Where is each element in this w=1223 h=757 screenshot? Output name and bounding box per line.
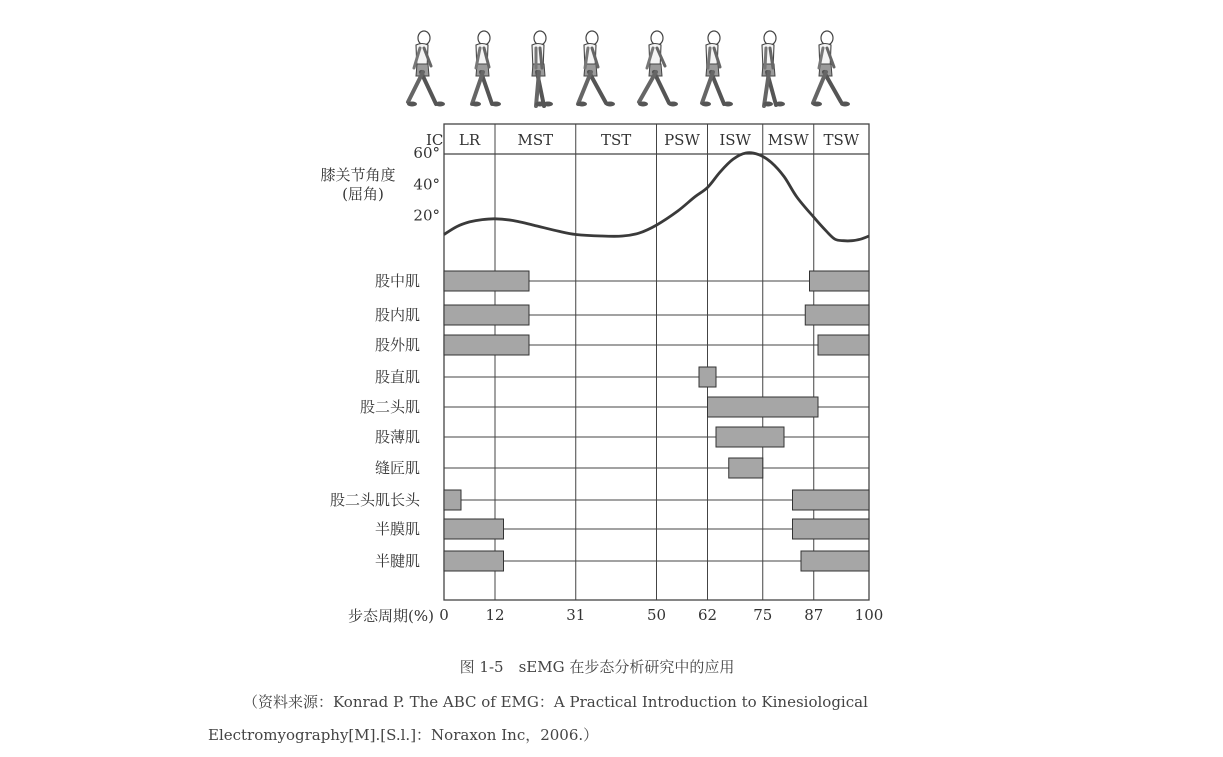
- muscle-label: 股外肌: [374, 336, 420, 354]
- phase-label: TSW: [823, 131, 860, 149]
- x-tick-label: 12: [485, 606, 505, 624]
- phase-label: ISW: [719, 131, 751, 149]
- muscle-activation-bar: [801, 551, 869, 571]
- figure-caption: 图 1-5 sEMG 在步态分析研究中的应用: [459, 658, 735, 676]
- x-tick-label: 50: [646, 606, 667, 624]
- muscle-activation-bar: [444, 519, 504, 539]
- muscle-label: 股内肌: [374, 306, 420, 324]
- muscle-activation-bar: [818, 335, 869, 355]
- walking-figure: [532, 31, 553, 107]
- knee-angle-ticks: [413, 144, 440, 225]
- muscle-activation-bar: [444, 551, 504, 571]
- muscle-activation-bar: [805, 305, 869, 325]
- muscle-activation-bar: [793, 519, 870, 539]
- muscle-activation-bar: [444, 490, 461, 510]
- source-note-line2: Electromyography[M].[S.l.]：Noraxon Inc，2006.）: [208, 726, 599, 744]
- muscle-label: 缝匠肌: [374, 459, 420, 477]
- phase-label: MSW: [767, 131, 809, 149]
- phase-label: IC: [426, 131, 444, 149]
- x-tick-label: 31: [566, 606, 586, 624]
- muscle-label: 股直肌: [374, 368, 420, 386]
- x-tick-label: 62: [697, 606, 718, 624]
- phase-label: PSW: [664, 131, 700, 149]
- x-tick-label: 0: [439, 606, 449, 624]
- walking-figures-illustration: [407, 31, 850, 107]
- phase-label: TST: [600, 131, 632, 149]
- muscle-activation-bar: [444, 271, 529, 291]
- walking-figure: [812, 31, 850, 107]
- x-tick-label: 87: [804, 606, 824, 624]
- source-note-line1: （资料来源：Konrad P. The ABC of EMG：A Practical Introduction to Kinesiological: [243, 693, 868, 711]
- muscle-labels: [330, 272, 421, 570]
- muscle-activation-bar: [708, 397, 819, 417]
- walking-figure: [701, 31, 733, 107]
- muscle-label: 半膜肌: [374, 520, 420, 538]
- walking-figure: [577, 31, 615, 107]
- phase-labels: [426, 131, 860, 149]
- knee-angle-subtitle: (屈角): [342, 185, 384, 203]
- knee-angle-title: 膝关节角度: [320, 166, 396, 184]
- muscle-label: 股中肌: [374, 272, 420, 290]
- x-tick-label: 75: [753, 606, 773, 624]
- walking-figure: [407, 31, 445, 107]
- muscle-activation-bar: [810, 271, 870, 291]
- muscle-activation-bar: [699, 367, 716, 387]
- walking-figure: [471, 31, 501, 107]
- muscle-label: 半腱肌: [374, 552, 420, 570]
- knee-angle-tick: 20°: [413, 206, 440, 225]
- muscle-activation-bar: [716, 427, 784, 447]
- walking-figure: [762, 31, 785, 107]
- phase-label: LR: [458, 131, 481, 149]
- muscle-activation-bar: [444, 305, 529, 325]
- muscle-label: 股二头肌: [359, 398, 420, 416]
- x-tick-label: 100: [854, 606, 884, 624]
- muscle-activation-bar: [444, 335, 529, 355]
- x-axis-label: 步态周期(%): [348, 607, 434, 625]
- knee-angle-tick: 60°: [413, 144, 440, 162]
- walking-figure: [638, 31, 678, 107]
- x-axis-ticks: [439, 606, 883, 624]
- phase-label: MST: [517, 131, 554, 149]
- muscle-label: 股二头肌长头: [329, 491, 420, 509]
- muscle-activation-bar: [729, 458, 763, 478]
- muscle-activation-bar: [793, 490, 870, 510]
- knee-angle-tick: 40°: [413, 175, 440, 194]
- muscle-label: 股薄肌: [374, 428, 420, 446]
